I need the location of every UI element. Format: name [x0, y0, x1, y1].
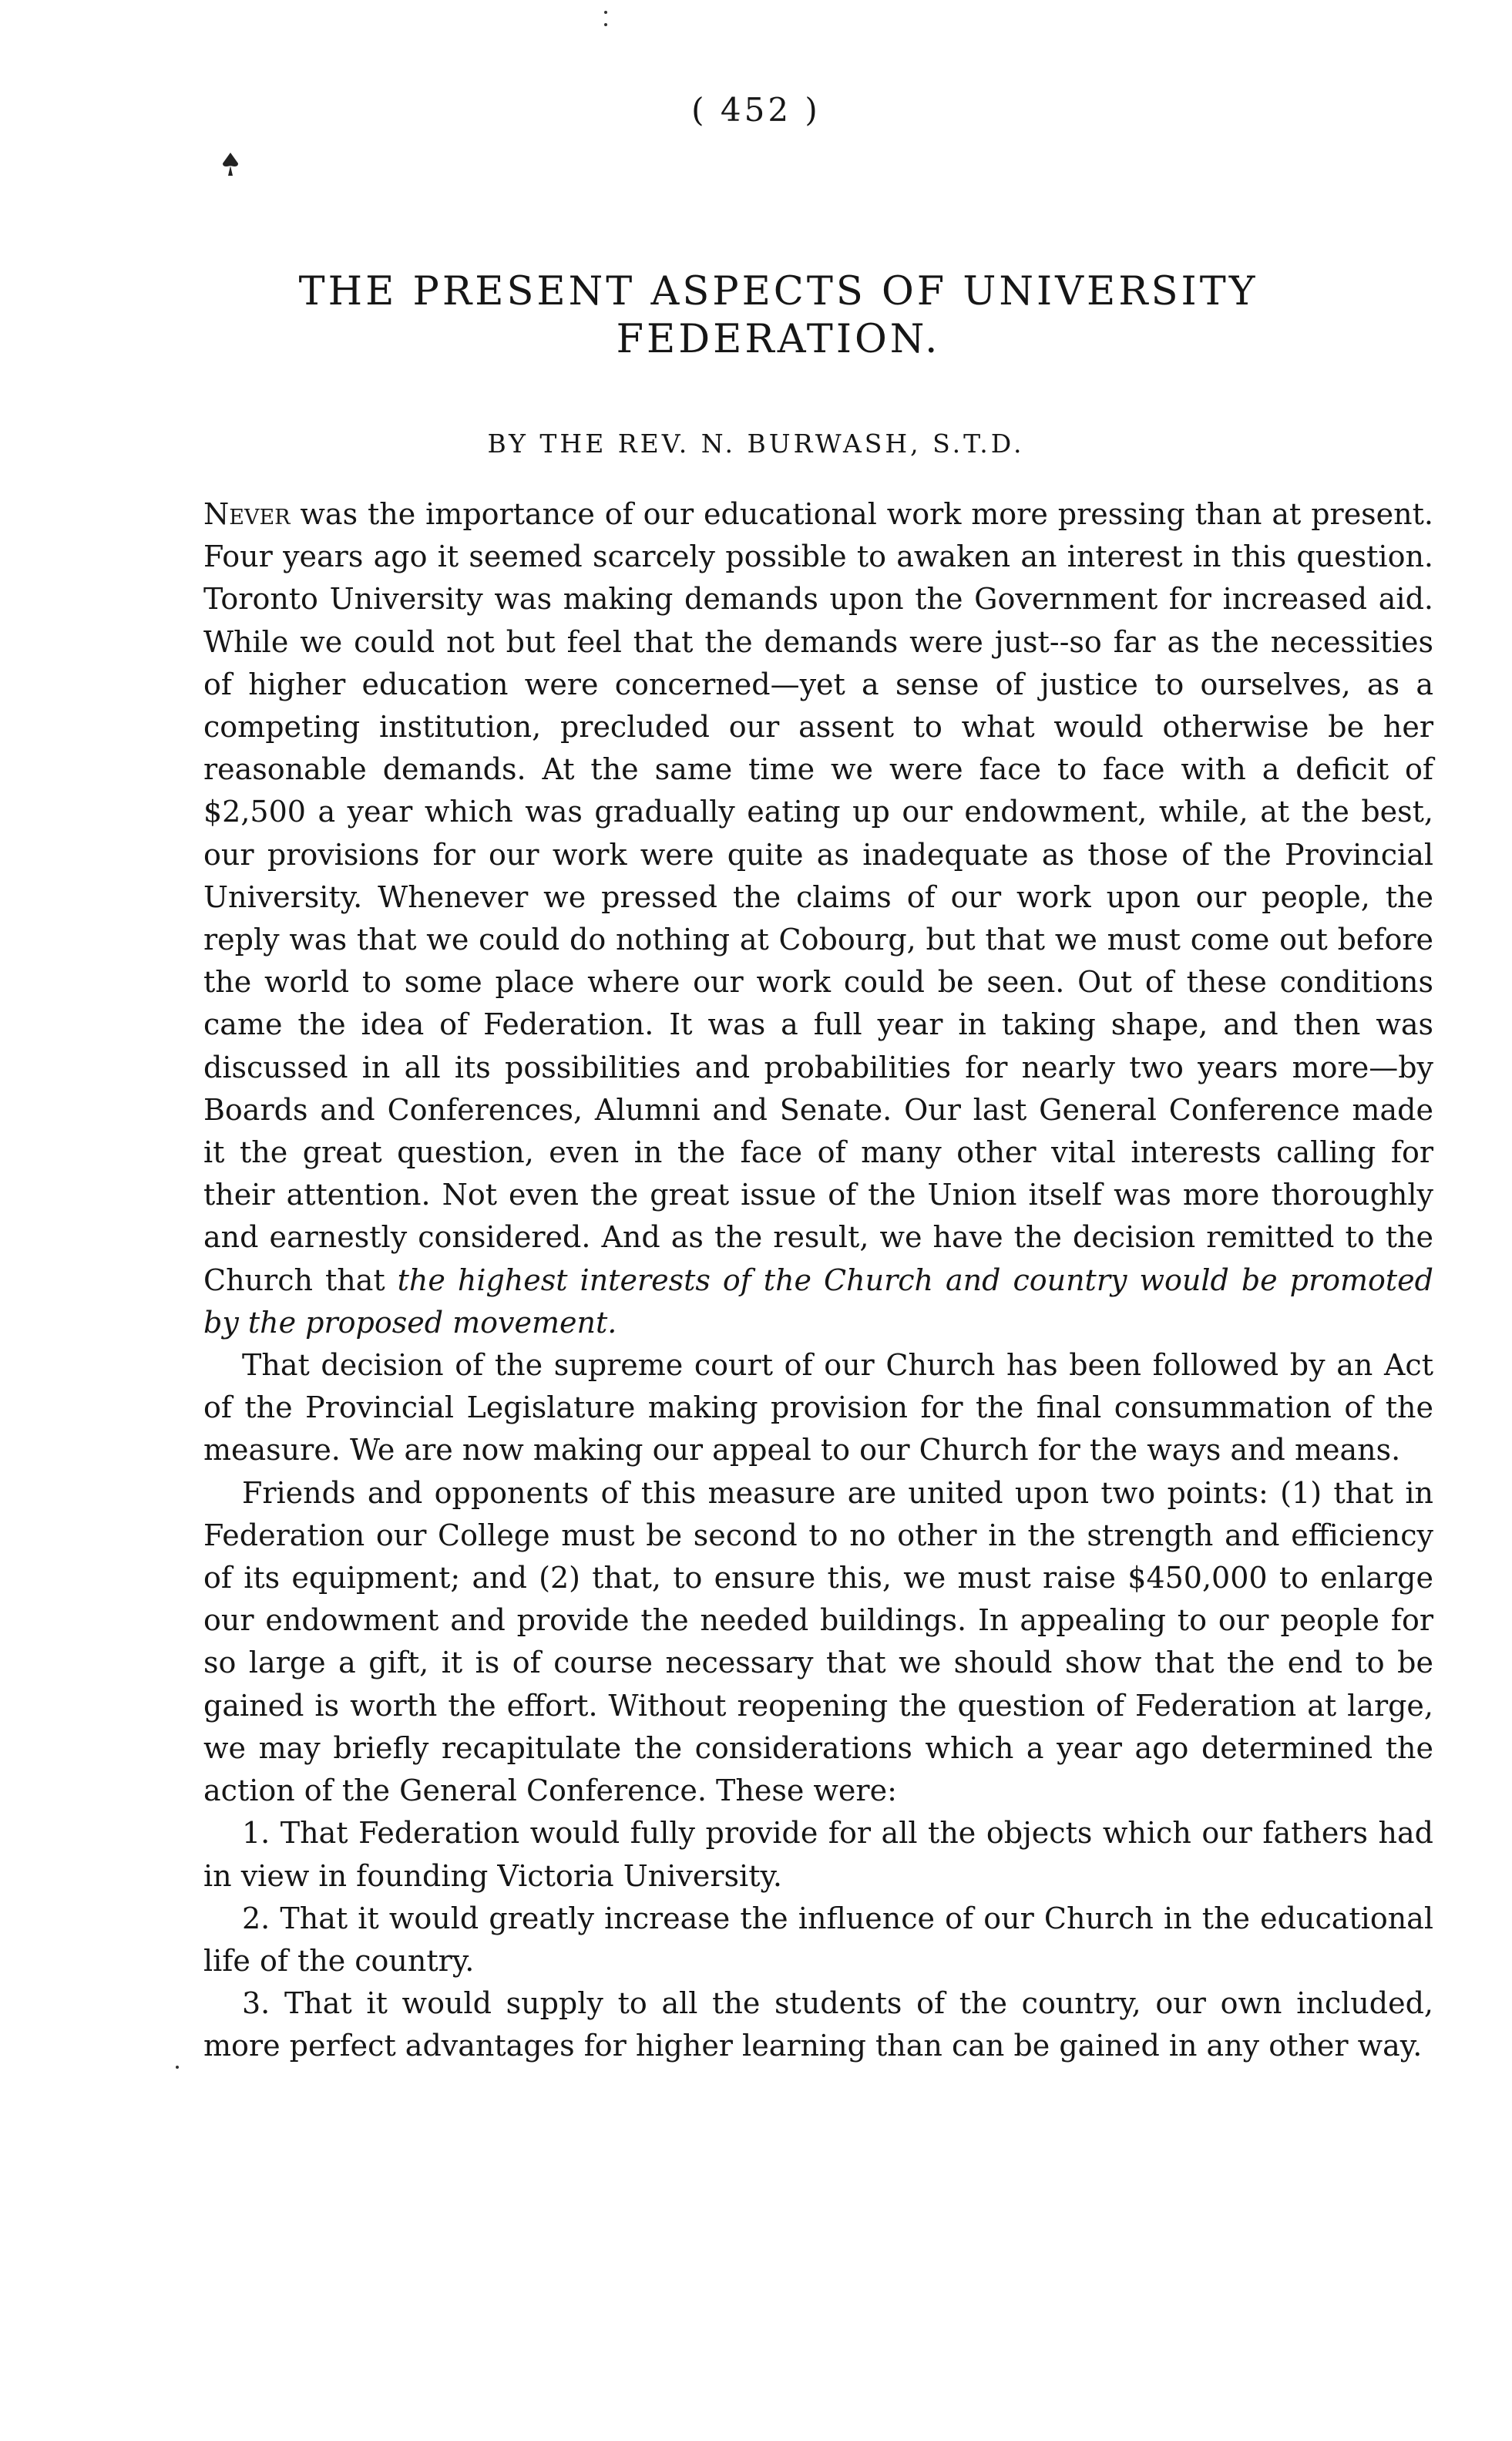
scan-speck	[604, 11, 607, 14]
article-title: THE PRESENT ASPECTS OF UNIVERSITY FEDERATION.	[298, 269, 1258, 362]
spade-mark-icon	[222, 153, 239, 176]
page-number: ( 452 )	[691, 91, 821, 129]
emphasized-quote: the highest interests of the Church and country would be promoted by the proposed movement.	[203, 1263, 1433, 1340]
scan-speck	[604, 23, 607, 26]
paragraph-2: That decision of the supreme court of our Church has been followed by an Act of the Provincial Legislature making provision for the final consummation of the measure. We are now making our appeal to our Church for the ways and means.	[203, 1348, 1433, 1468]
list-item-3: 3. That it would supply to all the students of the country, our own included, more perfect advantages for higher learning than can be gained in any other way.	[203, 1986, 1433, 2063]
paragraph-text: was the importance of our educational work more pressing than at present. Four years ago it seemed scarcely possible to awaken an interest in this question. Toronto University was making demands upon the Government for increased aid. While we could not but feel that the demands were just--so far as the necessities of higher education were concerned—yet a sense of justice to ourselves, as a competing institution, precluded our assent to what would otherwise be her reasonable demands. At the same time we were face to face with a deficit of $2,500 a year which was gradually eating up our endowment, while, at the best, our provisions for our work were quite as inadequate as those of the Provincial University. Whenever we pressed the claims of our work upon our people, the reply was that we could do nothing at Cobourg, but that we must come out before the world to some place where our work could be seen. Out of these conditions came the idea of Federation. It was a full year in taking shape, and then was discussed in all its possibilities and probabilities for nearly two years more—by Boards and Conferences, Alumni and Senate. Our last General Conference made it the great question, even in the face of many other vital interests calling for their attention. Not even the great issue of the Union itself was more thoroughly and earnestly considered. And as the result, we have the decision remitted to the Church that	[203, 497, 1433, 1297]
list-item-1: 1. That Federation would fully provide for all the objects which our fathers had in view in founding Victoria University.	[203, 1816, 1433, 1893]
author-byline: BY THE REV. N. BURWASH, S.T.D.	[487, 429, 1025, 459]
article-body	[203, 493, 1433, 2068]
paragraph-1	[203, 493, 1433, 1344]
paragraph-lead-word: Never	[203, 497, 291, 531]
list-item-2: 2. That it would greatly increase the influence of our Church in the educational life of the country.	[203, 1901, 1433, 1978]
scan-speck	[176, 2066, 179, 2069]
paragraph-3: Friends and opponents of this measure are united upon two points: (1) that in Federation our College must be second to no other in the strength and efficiency of its equipment; and (2) that, to ensure this, we must raise $450,000 to enlarge our endowment and provide the needed buildings. In appealing to our people for so large a gift, it is of course necessary that we should show that the end to be gained is worth the effort. Without reopening the question of Federation at large, we may briefly recapitulate the considerations which a year ago determined the action of the General Conference. These were:	[203, 1475, 1433, 1808]
